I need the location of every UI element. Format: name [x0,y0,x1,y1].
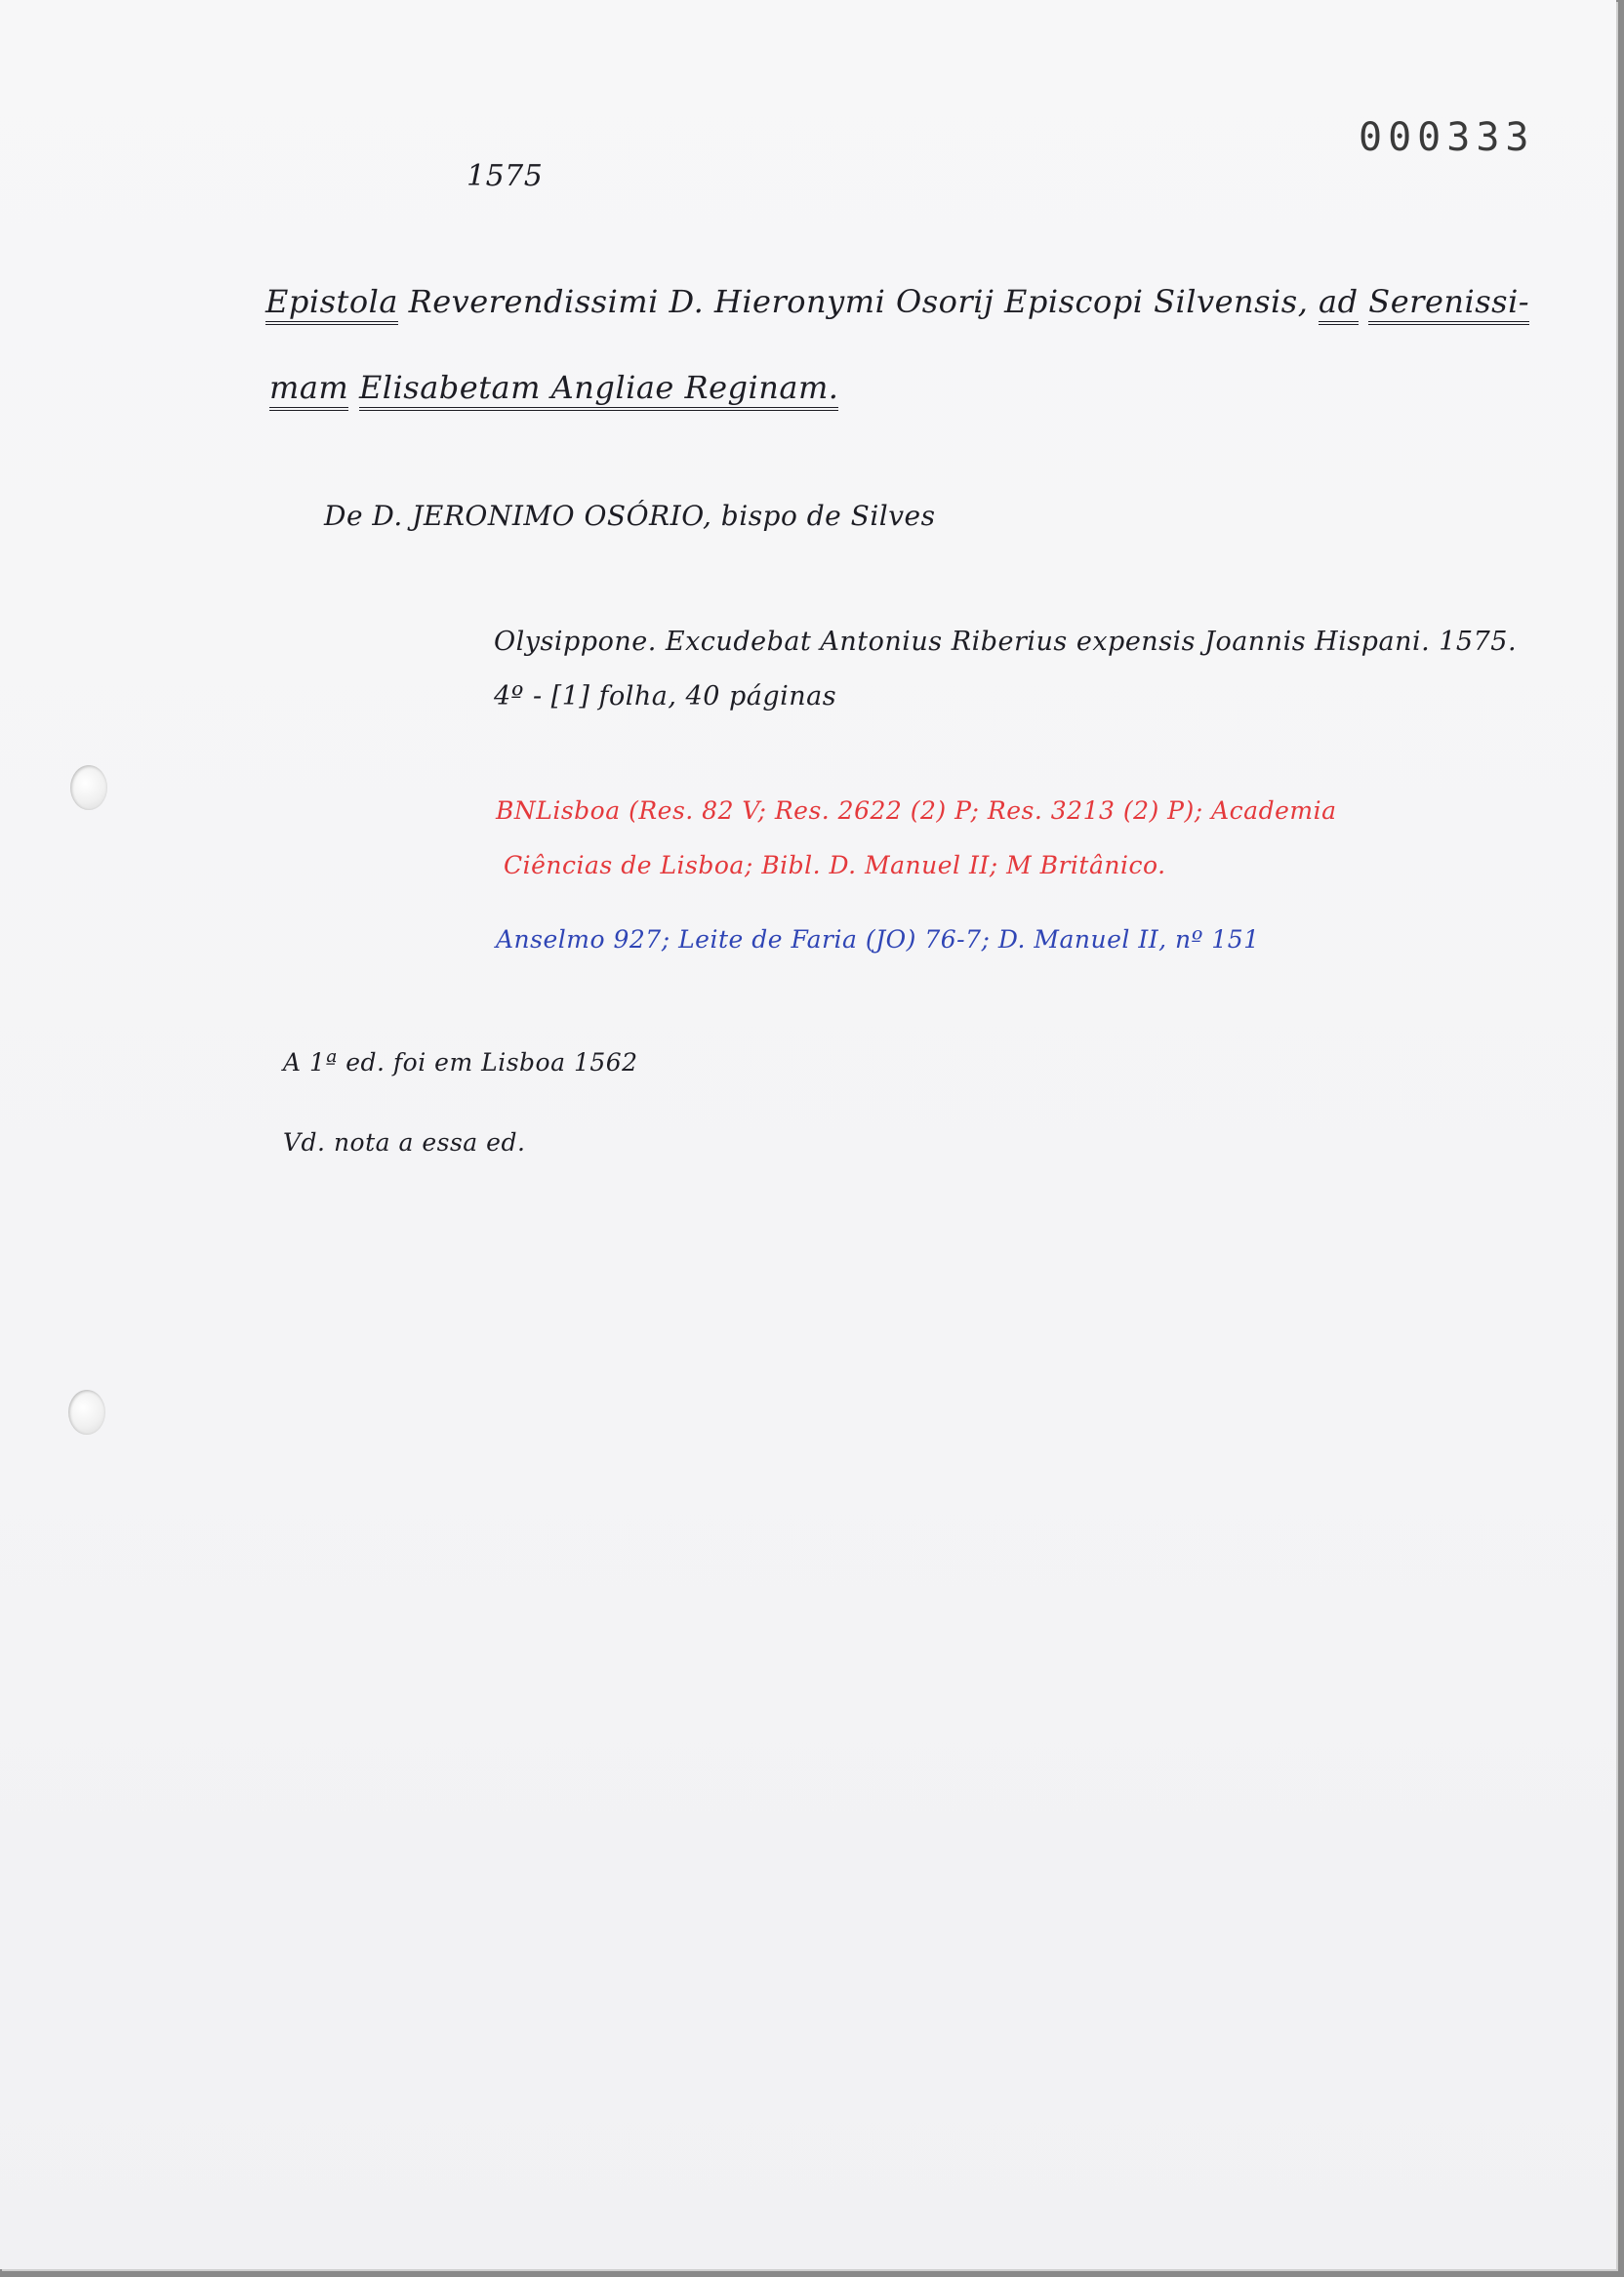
title-text: Reverendissimi D. Hieronymi Osorij Episcopi Silvensis, [408,283,1309,320]
author-line: De D. JERONIMO OSÓRIO, bispo de Silves [324,500,936,532]
punch-hole-bottom [68,1390,105,1435]
title-line-2 [269,369,838,406]
imprint-line-1: Olysippone. Excudebat Antonius Riberius expensis Joannis Hispani. 1575. [494,627,1518,657]
title-text-2: Elisabetam Angliae Reginam. [359,369,839,411]
catalog-number-stamp: 000333 [1359,115,1535,160]
note-see-edition: Vd. nota a essa ed. [283,1128,526,1157]
title-word-epistola: Epistola [265,283,398,325]
references-line: Anselmo 927; Leite de Faria (JO) 76-7; D. Manuel II, nº 151 [496,925,1260,954]
holdings-line-1: BNLisboa (Res. 82 V; Res. 2622 (2) P; Res. 3213 (2) P); Academia [496,796,1337,825]
title-word-ad: ad [1319,283,1359,325]
note-first-edition: A 1ª ed. foi em Lisboa 1562 [283,1048,638,1077]
punch-hole-top [70,765,107,810]
title-word-serenissi: Serenissi- [1368,283,1529,325]
title-line-1 [265,283,1529,320]
imprint-line-2: 4º - [1] folha, 40 páginas [494,681,837,712]
year-note: 1575 [467,159,544,193]
title-word-mam: mam [269,369,348,411]
holdings-line-2: Ciências de Lisboa; Bibl. D. Manuel II; M Britânico. [504,851,1166,879]
